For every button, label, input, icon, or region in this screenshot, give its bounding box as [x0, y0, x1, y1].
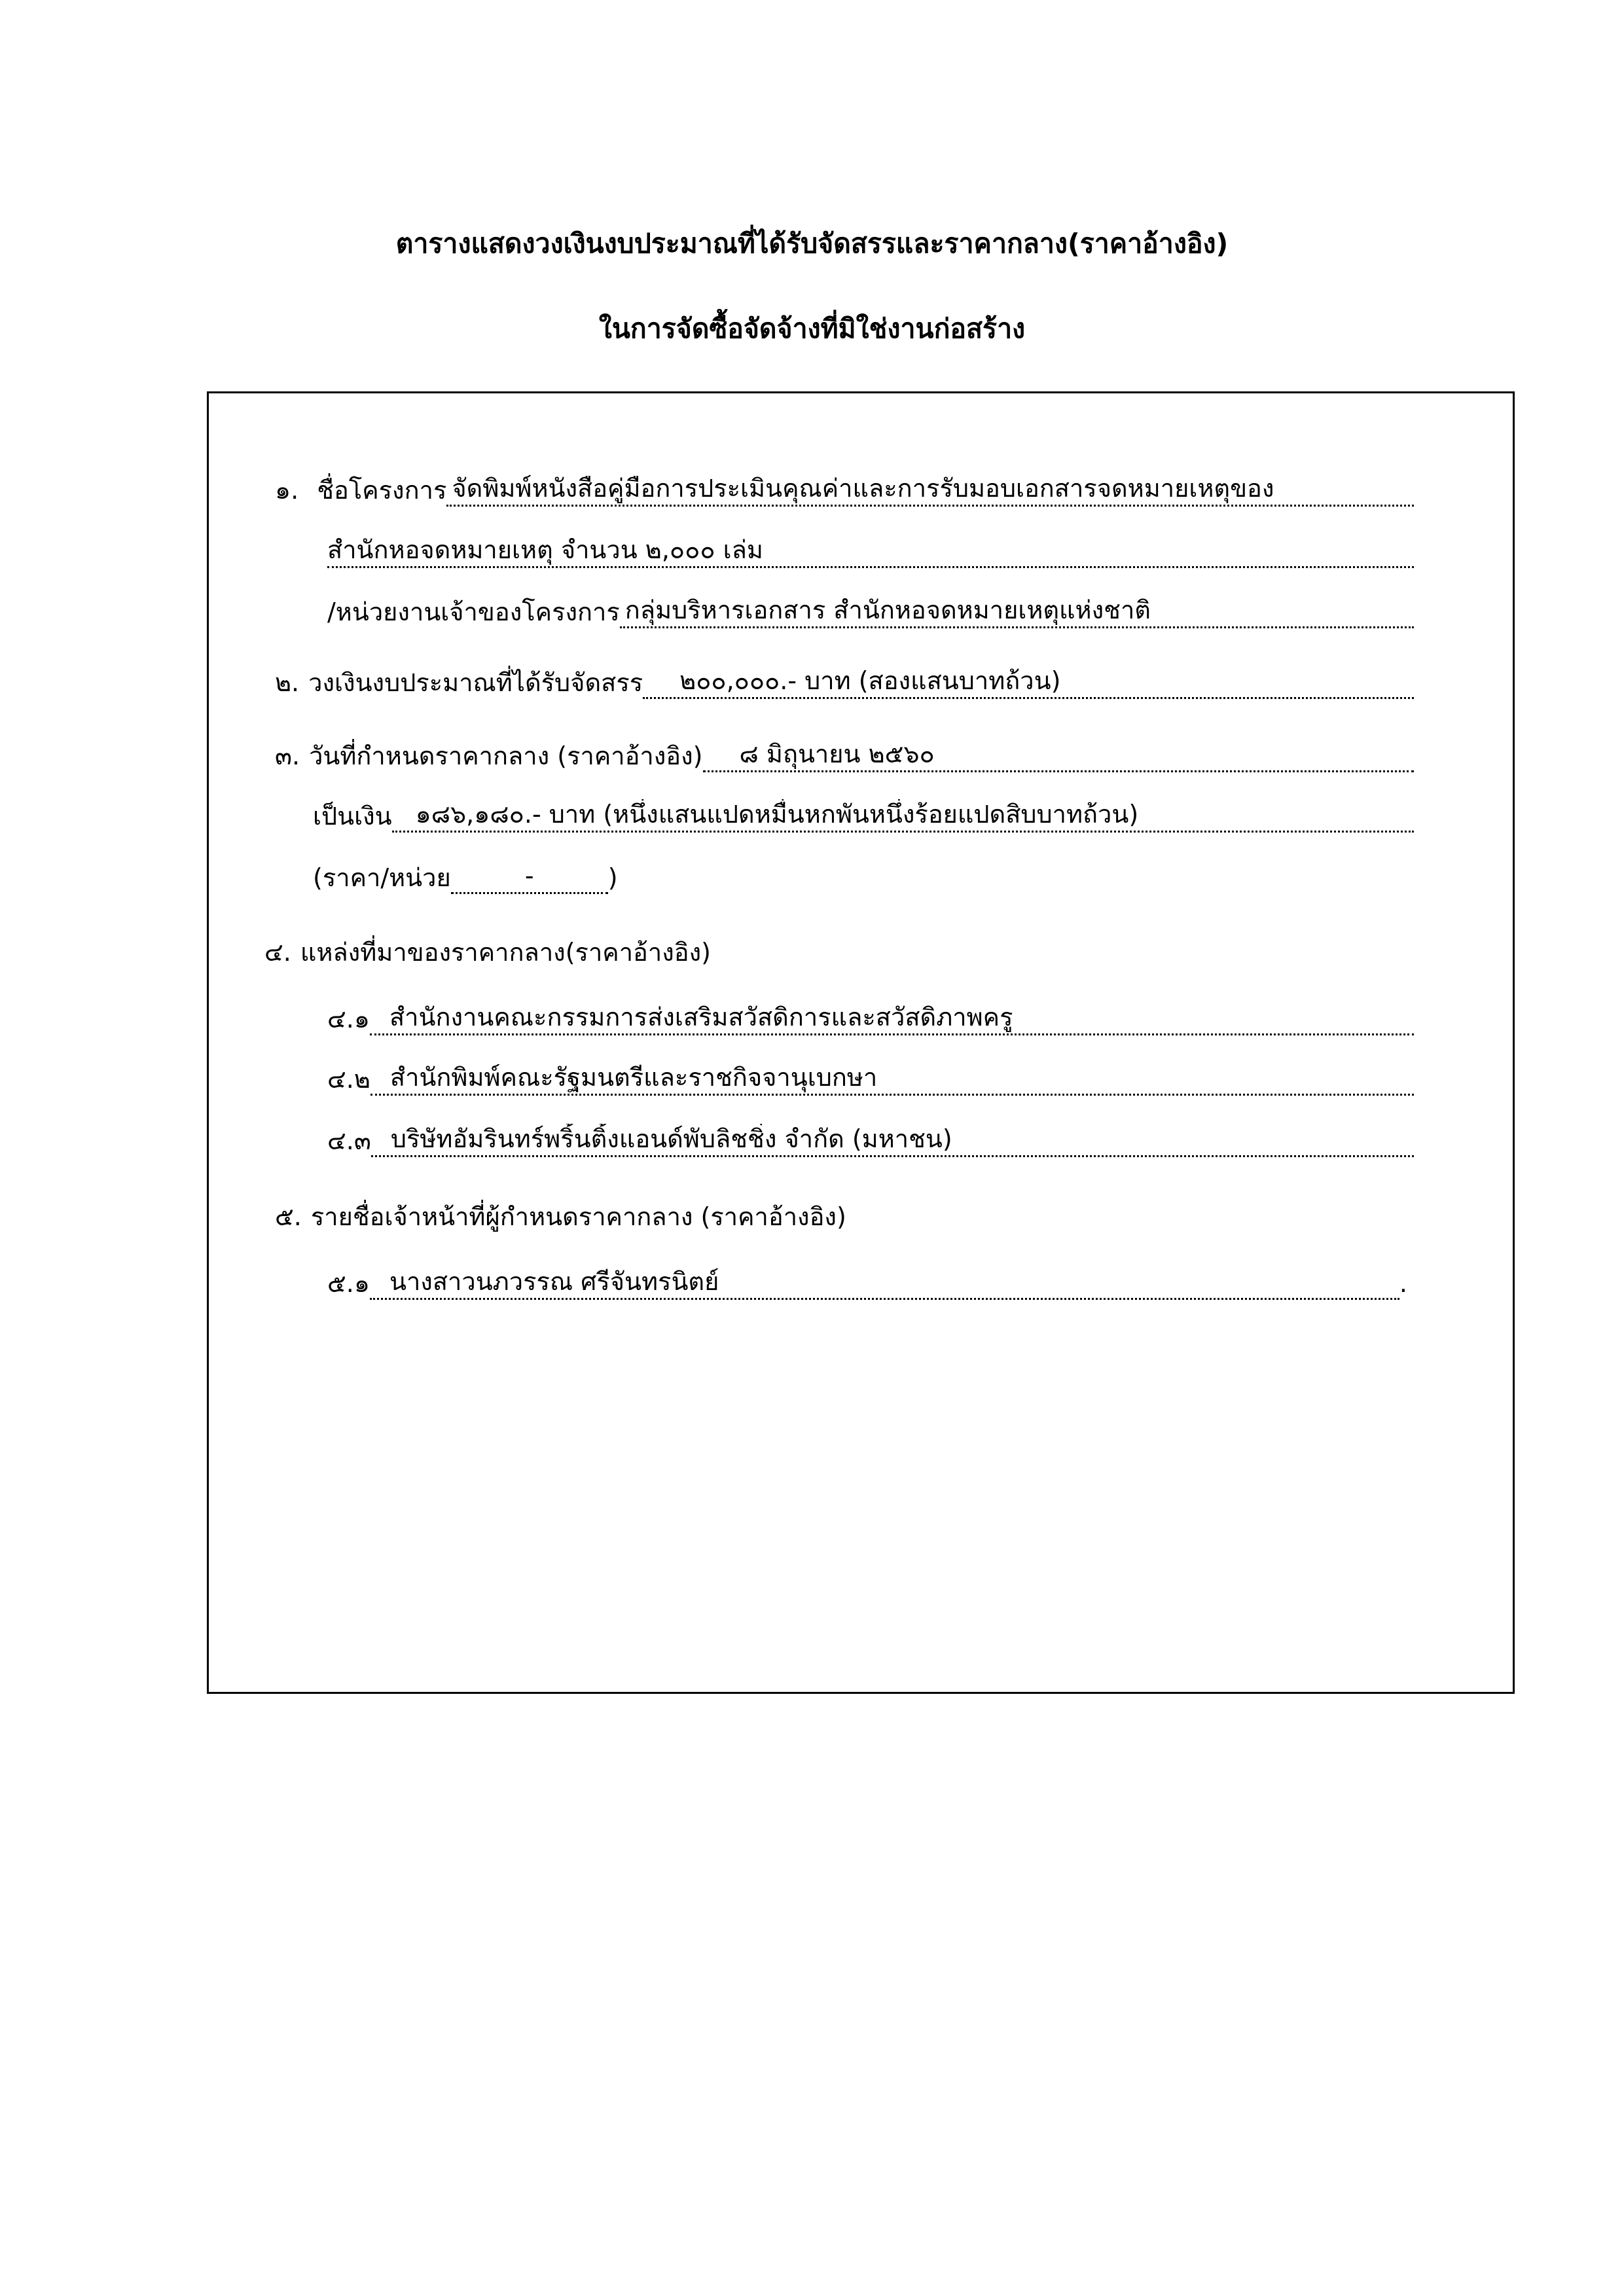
- item3-unit-price-label: (ราคา/หน่วย: [313, 863, 451, 892]
- item1-agency-label: /หน่วยงานเจ้าของโครงการ: [327, 598, 620, 626]
- item5-number: ๕.: [275, 1202, 302, 1231]
- item1-agency-value: กลุ่มบริหารเอกสาร สำนักหอจดหมายเหตุแห่งชาติ: [620, 595, 1414, 628]
- item3-number: ๓.: [275, 742, 300, 770]
- item2-budget-value: ๒๐๐,๐๐๐.- บาท (สองแสนบาทถ้วน): [643, 666, 1414, 699]
- item4-number: ๔.: [264, 938, 291, 967]
- item4-row-heading: [264, 928, 1414, 969]
- item3-amount-label: เป็นเงิน: [313, 802, 392, 831]
- item1-project-name-line2: สำนักหอจดหมายเหตุ จำนวน ๒,๐๐๐ เล่ม: [327, 535, 1414, 568]
- item3-row-amount: [313, 792, 1414, 833]
- item4-source-row: [327, 995, 1414, 1035]
- item3-unit-price-value: -: [451, 861, 608, 894]
- item1-label: ชื่อโครงการ: [317, 476, 447, 505]
- item1-number: ๑.: [275, 476, 299, 505]
- item3-date-value: ๘ มิถุนายน ๒๕๖๐: [703, 739, 1415, 772]
- item4-source-text: บริษัทอัมรินทร์พริ้นติ้งแอนด์พับลิชชิ่ง จำกัด (มหาชน): [371, 1124, 1414, 1157]
- item5-officer-row: [327, 1259, 1407, 1300]
- item4-source-number: ๔.๓: [327, 1126, 371, 1155]
- item5-label: รายชื่อเจ้าหน้าที่ผู้กำหนดราคากลาง (ราคาอ้างอิง): [310, 1202, 846, 1231]
- item1-project-name-line1: จัดพิมพ์หนังสือคู่มือการประเมินคุณค่าและการรับมอบเอกสารจดหมายเหตุของ: [446, 473, 1414, 507]
- item4-source-row: [327, 1055, 1414, 1096]
- item2-label: วงเงินงบประมาณที่ได้รับจัดสรร: [308, 668, 643, 697]
- item2-row-budget: [275, 658, 1414, 699]
- item1-row-agency: [327, 588, 1414, 628]
- item5-officer-end-mark: .: [1399, 1269, 1407, 1298]
- item5-officer-name: นางสาวนภวรรณ ศรีจันทรนิตย์: [370, 1266, 1399, 1300]
- item4-source-number: ๔.๑: [327, 1005, 370, 1033]
- item4-source-number: ๔.๒: [327, 1065, 370, 1094]
- item4-source-text: สำนักพิมพ์คณะรัฐมนตรีและราชกิจจานุเบกษา: [370, 1062, 1414, 1096]
- item5-row-heading: [275, 1193, 1414, 1233]
- item4-source-row: [327, 1117, 1414, 1157]
- item3-amount-value: ๑๘๖,๑๘๐.- บาท (หนึ่งแสนแปดหมื่นหกพันหนึ่งร้อยแปดสิบบาทถ้วน): [392, 799, 1414, 833]
- item2-number: ๒.: [275, 668, 300, 697]
- item4-label: แหล่งที่มาของราคากลาง(ราคาอ้างอิง): [300, 938, 711, 967]
- document-subtitle: ในการจัดซื้อจัดจ้างที่มิใช่งานก่อสร้าง: [598, 313, 1026, 344]
- item3-unit-price-close: ): [607, 863, 618, 892]
- item3-label: วันที่กำหนดราคากลาง (ราคาอ้างอิง): [309, 742, 703, 770]
- document-title: ตารางแสดงวงเงินงบประมาณที่ได้รับจัดสรรและราคากลาง(ราคาอ้างอิง): [395, 228, 1229, 259]
- item1-row-project-name: [275, 466, 1414, 507]
- item5-officer-number: ๕.๑: [327, 1269, 370, 1298]
- item3-row-unit-price: [313, 853, 653, 894]
- item4-source-text: สำนักงานคณะกรรมการส่งเสริมสวัสดิการและสวัสดิภาพครู: [370, 1002, 1414, 1035]
- item1-row-line2: [327, 528, 1414, 568]
- item3-row-date: [275, 732, 1414, 772]
- content-box: [207, 391, 1515, 1694]
